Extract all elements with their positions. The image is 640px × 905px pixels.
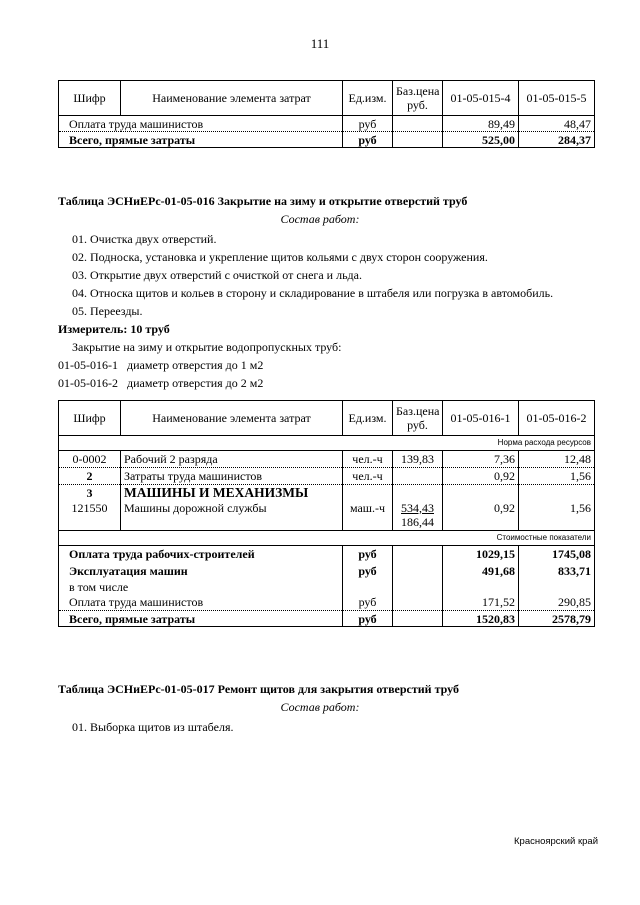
- row-value-a: 0,92: [443, 501, 519, 531]
- header-base-price: Баз.цена руб.: [393, 401, 443, 436]
- row-unit: руб: [343, 563, 393, 579]
- row-value-b: 48,47: [519, 116, 595, 132]
- cost-table-01-05-015: [58, 80, 595, 148]
- section-subtitle-017: Состав работ:: [280, 700, 360, 714]
- row-code: 0-0002: [59, 451, 121, 468]
- work-step: 03. Открытие двух отверстий с очисткой от снега и льда.: [72, 268, 362, 282]
- row-unit: руб: [343, 132, 393, 148]
- table-row: [59, 595, 595, 611]
- cost-label: Стоимостные показатели: [59, 531, 595, 546]
- row-name: Всего, прямые затраты: [69, 132, 196, 147]
- footer-region: Красноярский край: [514, 836, 598, 847]
- row-name: Всего, прямые затраты: [69, 611, 196, 626]
- work-step: 04. Относка щитов и кольев в сторону и складирование в штабеля или погрузка в автомобиль.: [72, 286, 554, 300]
- row-name: Затраты труда машинистов: [121, 468, 343, 485]
- row-unit: руб: [343, 116, 393, 132]
- table-row: [59, 546, 595, 563]
- section-title-016: Таблица ЭСНиЕРс-01-05-016 Закрытие на зиму и открытие отверстий труб: [58, 194, 468, 208]
- variant-code: 01-05-016-2: [58, 376, 118, 390]
- header-col-a: 01-05-016-1: [443, 401, 519, 436]
- row-code: 3: [86, 485, 93, 500]
- row-value-b: 12,48: [519, 451, 595, 468]
- measure-unit: Измеритель: 10 труб: [58, 322, 170, 336]
- row-price-labor: 186,44: [401, 514, 434, 529]
- row-value-a: 1029,15: [443, 546, 519, 563]
- row-name: Оплата труда машинистов: [59, 595, 343, 611]
- header-name: Наименование элемента затрат: [121, 81, 343, 116]
- work-step: 01. Выборка щитов из штабеля.: [72, 720, 234, 734]
- row-price-total: 534,43: [401, 500, 434, 515]
- table-row: [59, 485, 595, 501]
- row-value-a: 7,36: [443, 451, 519, 468]
- header-code: Шифр: [59, 81, 121, 116]
- row-value-a: 491,68: [443, 563, 519, 579]
- header-col-a: 01-05-015-4: [443, 81, 519, 116]
- row-value-a: 0,92: [443, 468, 519, 485]
- table-header: [59, 81, 595, 116]
- work-step: 01. Очистка двух отверстий.: [72, 232, 217, 246]
- row-name: Оплата труда рабочих-строителей: [69, 547, 255, 562]
- cost-table-01-05-016: [58, 400, 595, 627]
- variant-text: диаметр отверстия до 2 м2: [127, 376, 264, 390]
- row-unit: маш.-ч: [343, 501, 393, 531]
- row-unit: чел.-ч: [343, 468, 393, 485]
- row-value-a: 1520,83: [443, 611, 519, 627]
- row-value-b: 833,71: [519, 563, 595, 579]
- row-value-a: 89,49: [443, 116, 519, 132]
- row-price: [393, 501, 443, 531]
- table-row: [59, 116, 595, 132]
- header-name: Наименование элемента затрат: [121, 401, 343, 436]
- header-code: Шифр: [59, 401, 121, 436]
- row-name: Машины дорожной службы: [121, 501, 343, 531]
- variant-text: диаметр отверстия до 1 м2: [127, 358, 264, 372]
- table-row: [59, 451, 595, 468]
- row-value-b: 2578,79: [519, 611, 595, 627]
- row-name: в том числе: [69, 579, 129, 594]
- header-col-b: 01-05-016-2: [519, 401, 595, 436]
- header-base-price: Баз.цена руб.: [393, 81, 443, 116]
- work-step: 02. Подноска, установка и укрепление щитов кольями с двух сторон сооружения.: [72, 250, 488, 264]
- header-unit: Ед.изм.: [343, 401, 393, 436]
- table-row: [59, 132, 595, 148]
- row-name: Рабочий 2 разряда: [121, 451, 343, 468]
- table-row: [59, 579, 595, 595]
- row-value-a: 171,52: [443, 595, 519, 611]
- row-code: 2: [59, 468, 121, 485]
- table-row: [59, 501, 595, 531]
- row-value-b: 290,85: [519, 595, 595, 611]
- row-name: Эксплуатация машин: [69, 563, 188, 578]
- work-step: 05. Переезды.: [72, 304, 143, 318]
- variant-item: [58, 358, 263, 373]
- table-row: [59, 468, 595, 485]
- table-header: [59, 401, 595, 436]
- section-subtitle-016: Состав работ:: [280, 212, 360, 226]
- row-unit: чел.-ч: [343, 451, 393, 468]
- row-unit: руб: [343, 546, 393, 563]
- table-row: [59, 611, 595, 627]
- row-value-b: 1745,08: [519, 546, 595, 563]
- row-code: 121550: [59, 501, 121, 531]
- row-value-b: 284,37: [519, 132, 595, 148]
- row-unit: руб: [343, 611, 393, 627]
- row-value-b: 1,56: [519, 468, 595, 485]
- row-price: 139,83: [393, 451, 443, 468]
- variant-item: [58, 376, 263, 391]
- row-name: Оплата труда машинистов: [59, 116, 343, 132]
- header-unit: Ед.изм.: [343, 81, 393, 116]
- row-value-b: 1,56: [519, 501, 595, 531]
- variant-code: 01-05-016-1: [58, 358, 118, 372]
- header-col-b: 01-05-015-5: [519, 81, 595, 116]
- table-row: [59, 563, 595, 579]
- variants-intro: Закрытие на зиму и открытие водопропускных труб:: [72, 340, 342, 354]
- norm-label: Норма расхода ресурсов: [59, 436, 595, 451]
- page-number: 111: [310, 36, 330, 51]
- row-unit: руб: [343, 595, 393, 611]
- row-group-name: МАШИНЫ И МЕХАНИЗМЫ: [121, 485, 343, 501]
- section-title-017: Таблица ЭСНиЕРс-01-05-017 Ремонт щитов для закрытия отверстий труб: [58, 682, 459, 696]
- row-value-a: 525,00: [443, 132, 519, 148]
